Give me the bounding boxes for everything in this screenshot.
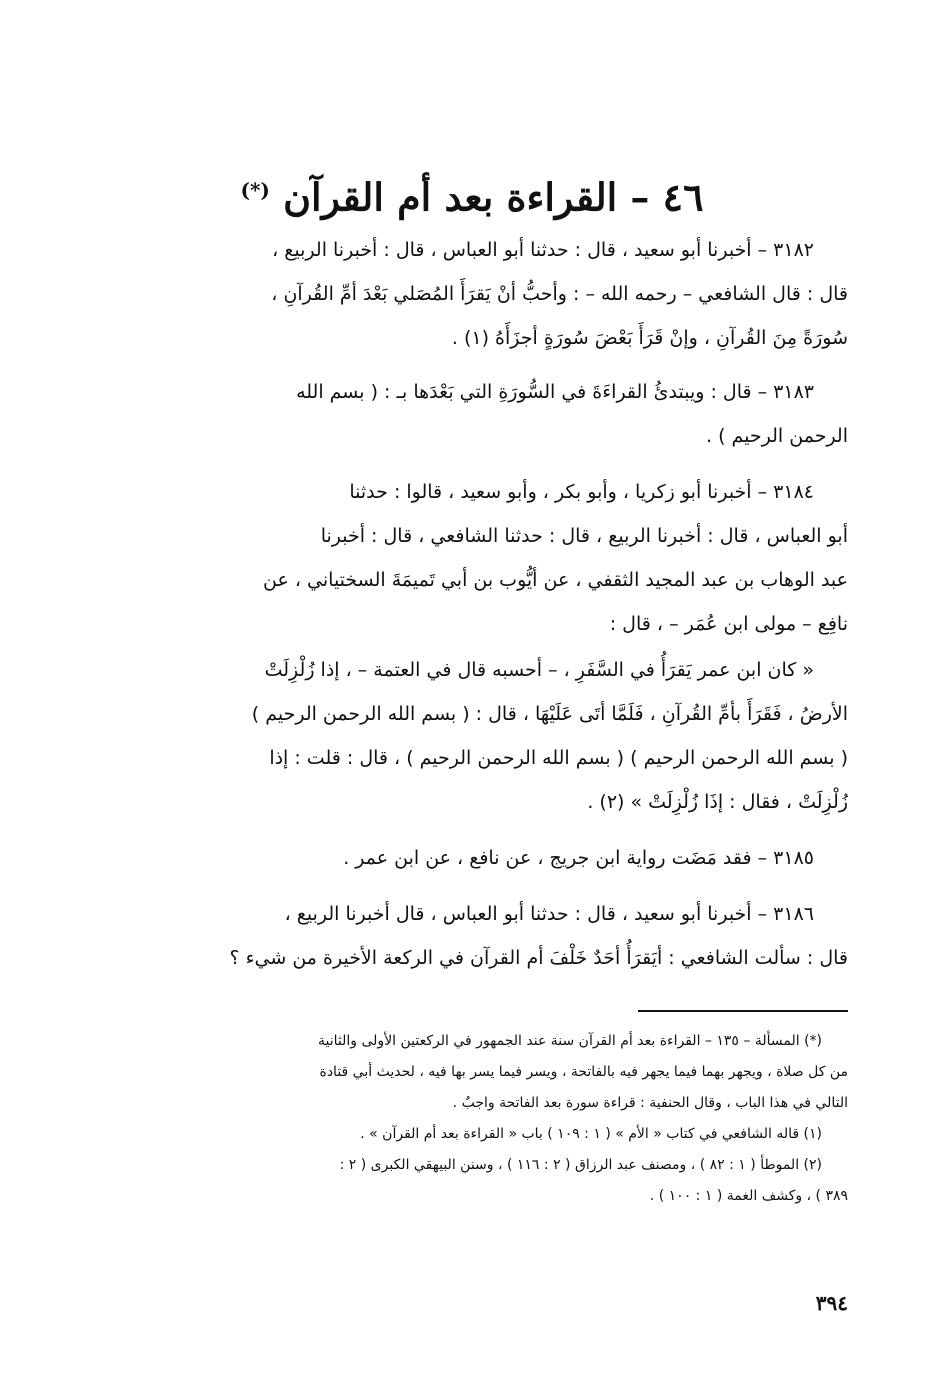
- text-line: ( بسم الله الرحمن الرحيم ) ( بسم الله الرحمن الرحيم ) ، قال : قلت : إذا: [269, 747, 848, 769]
- paragraph-hadith: [120, 648, 848, 824]
- text-line: ٣١٨٥ – فقد مَضَت رواية ابن جريج ، عن نافع ، عن ابن عمر .: [343, 847, 814, 869]
- text-line: أبو العباس ، قال : أخبرنا الربيع ، قال : حدثنا الشافعي ، قال : أخبرنا: [320, 525, 848, 547]
- text-line: نافِع – مولى ابن عُمَر – ، قال :: [609, 613, 848, 635]
- text-line: الرحمن الرحيم ) .: [706, 425, 848, 447]
- text-line: قال : قال الشافعي – رحمه الله – : وأحبُّ أنْ يَقرَأَ المُصَلي بَعْدَ أمِّ القُرآنِ ،: [271, 283, 848, 305]
- page-number: ٣٩٤: [815, 1291, 848, 1315]
- text-line: « كان ابن عمر يَقرَأُ في السَّفَرِ ، – أحسبه قال في العتمة – ، إذا زُلْزِلَتْ: [264, 659, 814, 681]
- footnote-star: [120, 1026, 848, 1119]
- footnote-line: (٢) الموطأ ( ١ : ٨٢ ) ، ومصنف عبد الرزاق ( ٢ : ١١٦ ) ، وسنن البيهقي الكبرى ( ٢ :: [339, 1157, 822, 1173]
- footnote-line: ٣٨٩ ) ، وكشف الغمة ( ١ : ١٠٠ ) .: [649, 1188, 848, 1204]
- footnote-1: [120, 1119, 848, 1150]
- paragraph-3183: [120, 370, 848, 458]
- text-line: زُلْزِلَتْ ، فقال : إذَا زُلْزِلَتْ » (٢) .: [587, 791, 848, 813]
- footnote-line: من كل صلاة ، ويجهر بهما فيما يجهر فيه بالفاتحة ، ويسر فيما يسر بها فيه ، لحديث أبي قتادة: [319, 1064, 848, 1080]
- footnote-line: التالي في هذا الباب ، وقال الحنفية : قراءة سورة بعد الفاتحة واجبٌ .: [452, 1095, 848, 1111]
- text-line: عبد الوهاب بن عبد المجيد الثقفي ، عن أيُّوب بن أبي تَميمَةَ السختياني ، عن: [263, 569, 848, 591]
- text-line: ٣١٨٦ – أخبرنا أبو سعيد ، قال : حدثنا أبو العباس ، قال أخبرنا الربيع ،: [284, 903, 814, 925]
- paragraph-3186: [120, 892, 848, 980]
- text-line: ٣١٨٣ – قال : ويبتدئُ القراءَةَ في السُّورَةِ التي بَعْدَها بـ : ( بسم الله: [296, 381, 814, 403]
- title-footnote-marker: (*): [240, 178, 270, 202]
- chapter-title-text: ٤٦ – القراءة بعد أم القرآن: [283, 174, 704, 220]
- footnote-2: [120, 1150, 848, 1212]
- paragraph-3184: [120, 470, 848, 646]
- footnotes: [120, 1026, 848, 1212]
- chapter-title: [150, 165, 794, 223]
- text-line: ٣١٨٤ – أخبرنا أبو زكريا ، وأبو بكر ، وأبو سعيد ، قالوا : حدثنا: [349, 481, 814, 503]
- footnote-divider: [638, 1010, 848, 1012]
- paragraph-3185: [120, 836, 848, 880]
- footnote-line: (١) قاله الشافعي في كتاب « الأم » ( ١ : ١٠٩ ) باب « القراءة بعد أم القرآن » .: [360, 1126, 822, 1142]
- text-line: سُورَةً مِنَ القُرآنِ ، وإنْ قَرَأَ بَعْضَ سُورَةٍ أجزَأَهُ (١) .: [451, 327, 848, 349]
- paragraph-3182: [120, 228, 848, 360]
- footnote-line: (*) المسألة – ١٣٥ – القراءة بعد أم القرآن سنة عند الجمهور في الركعتين الأولى والثانية: [318, 1033, 822, 1049]
- text-line: ٣١٨٢ – أخبرنا أبو سعيد ، قال : حدثنا أبو العباس ، قال : أخبرنا الربيع ،: [272, 239, 814, 261]
- text-line: قال : سألت الشافعي : أيَقرَأُ أحَدٌ خَلْفَ أم القرآن في الركعة الأخيرة من شيء ؟: [229, 947, 848, 969]
- text-line: الأرضُ ، فَقَرَأَ بأمِّ القُرآنِ ، فَلَمَّا أتَى عَلَيْهَا ، قال : ( بسم الله الرحمن الرحيم ): [251, 703, 848, 725]
